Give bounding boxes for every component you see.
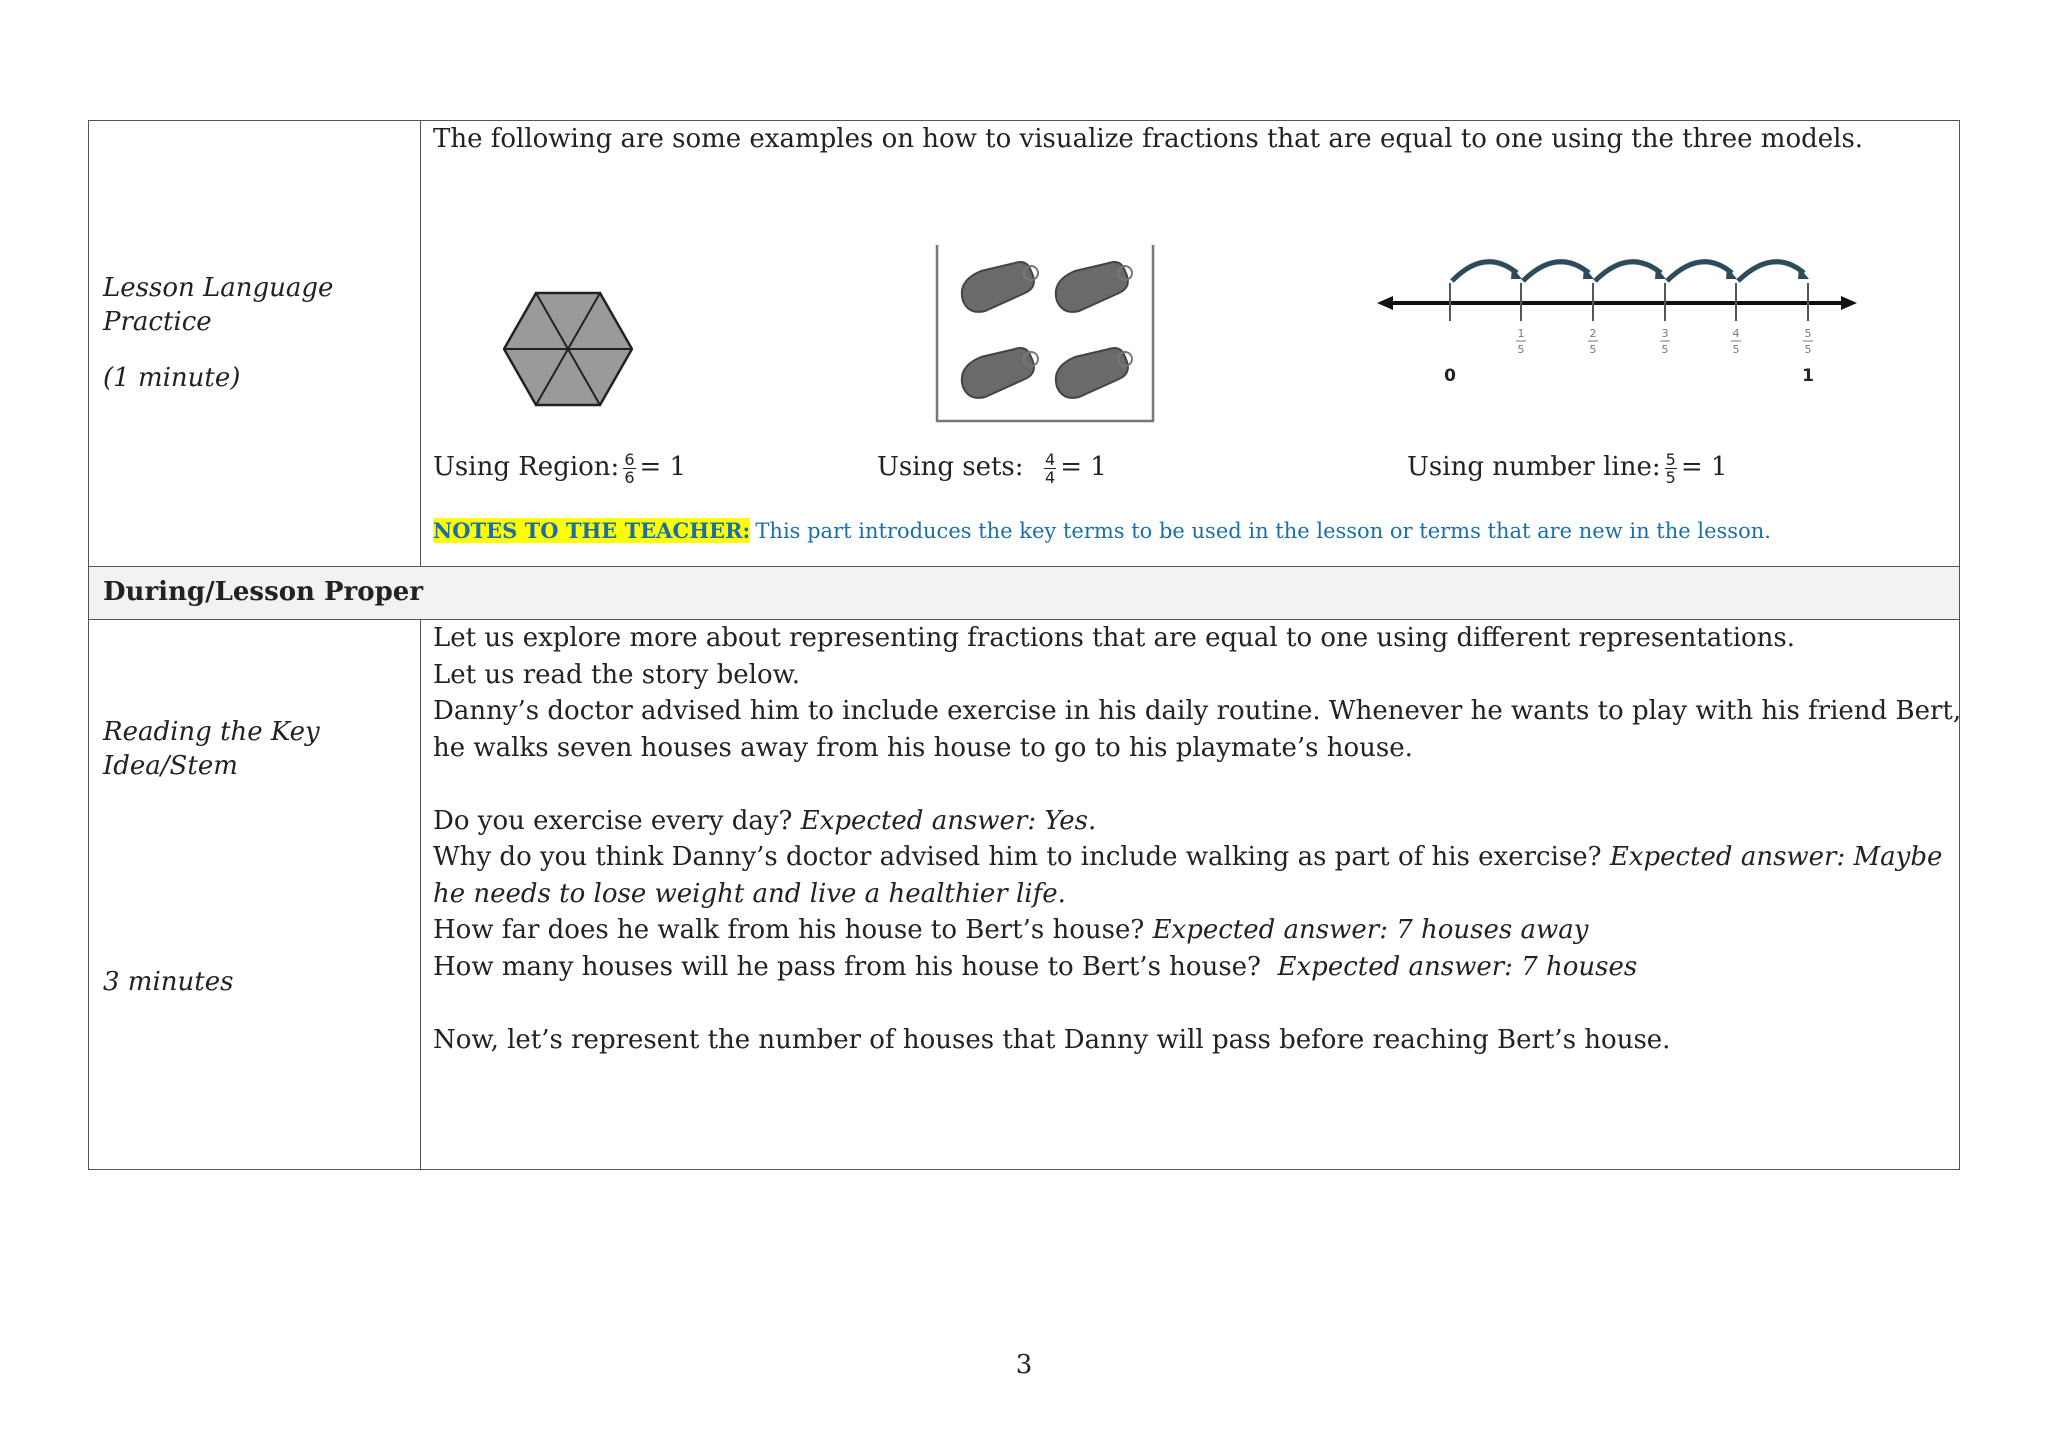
svg-text:1: 1	[1517, 327, 1525, 340]
answer-2-continued: he needs to lose weight and live a healthier life.	[433, 878, 1066, 909]
section-header: During/Lesson Proper	[103, 577, 424, 607]
sets-caption: Using sets: $\frac{4}{4}$ = 1	[877, 449, 1107, 487]
tick-labels	[1516, 327, 1813, 356]
reading-content-cell	[421, 620, 1960, 1170]
practice-label-cell	[89, 121, 421, 567]
shoes-set-model	[935, 241, 1157, 423]
svg-text:5: 5	[1517, 343, 1525, 356]
reading-duration: 3 minutes	[103, 967, 234, 997]
number-line-model	[1377, 241, 1857, 401]
svg-text:2: 2	[1589, 327, 1597, 340]
shoe-icon	[962, 262, 1038, 312]
practice-duration: (1 minute)	[103, 363, 241, 393]
numline-one: 1	[1802, 366, 1814, 386]
reading-row	[89, 620, 1960, 1170]
jump-arrows	[1452, 262, 1804, 281]
teacher-notes	[433, 518, 1771, 543]
hexagon-region-model	[503, 291, 633, 407]
svg-text:5: 5	[1661, 343, 1669, 356]
svg-text:3: 3	[1661, 327, 1669, 340]
svg-text:5: 5	[1732, 343, 1740, 356]
practice-content-cell	[421, 121, 1960, 567]
practice-label: Lesson Language Practice	[103, 273, 334, 337]
region-fraction: $\frac{6}{6}$	[624, 449, 635, 487]
lesson-table	[88, 120, 1960, 1170]
reading-p3b: he walks seven houses away from his house to go to his playmate’s house.	[433, 732, 1413, 763]
sets-fraction: $\frac{4}{4}$	[1045, 449, 1056, 487]
section-header-cell	[89, 567, 1960, 620]
reading-body	[433, 620, 1961, 1058]
reading-label-cell	[89, 620, 421, 1170]
svg-text:5: 5	[1804, 327, 1812, 340]
reading-closing: Now, let’s represent the number of houses that Danny will pass before reaching Bert’s house.	[433, 1024, 1671, 1055]
reading-p1: Let us explore more about representing fractions that are equal to one using different representations.	[433, 623, 1796, 653]
numline-caption: Using number line: $\frac{5}{5}$ = 1	[1407, 449, 1728, 487]
svg-text:5: 5	[1804, 343, 1812, 356]
svg-text:4: 4	[1732, 327, 1740, 340]
numline-fraction: $\frac{5}{5}$	[1665, 449, 1676, 487]
question-1: Do you exercise every day? Expected answer: Yes.	[433, 805, 1097, 836]
shoe-icon	[1056, 262, 1132, 312]
question-2: Why do you think Danny’s doctor advised him to include walking as part of his exercise? Expected answer: Maybe	[433, 842, 1943, 872]
region-caption: Using Region: $\frac{6}{6}$ = 1	[433, 449, 687, 487]
practice-intro: The following are some examples on how to visualize fractions that are equal to one using the three models.	[433, 124, 1864, 154]
numline-zero: 0	[1444, 366, 1456, 386]
shoe-icon	[1056, 348, 1132, 398]
question-3: How far does he walk from his house to Bert’s house? Expected answer: 7 houses away	[433, 915, 1589, 945]
reading-p2: Let us read the story below.	[433, 659, 801, 690]
notes-text: This part introduces the key terms to be used in the lesson or terms that are new in the lesson.	[755, 519, 1771, 543]
page-number: 3	[1015, 1350, 1033, 1380]
reading-p3a: Danny’s doctor advised him to include exercise in his daily routine. Whenever he wants to play with his friend Bert,	[433, 696, 1962, 726]
notes-label: NOTES TO THE TEACHER:	[433, 518, 751, 543]
question-4: How many houses will he pass from his house to Bert’s house? Expected answer: 7 houses	[433, 951, 1638, 982]
practice-row	[89, 121, 1960, 567]
reading-label: Reading the Key Idea/Stem	[103, 717, 320, 781]
svg-text:5: 5	[1589, 343, 1597, 356]
shoe-icon	[962, 348, 1038, 398]
section-header-row	[89, 567, 1960, 620]
